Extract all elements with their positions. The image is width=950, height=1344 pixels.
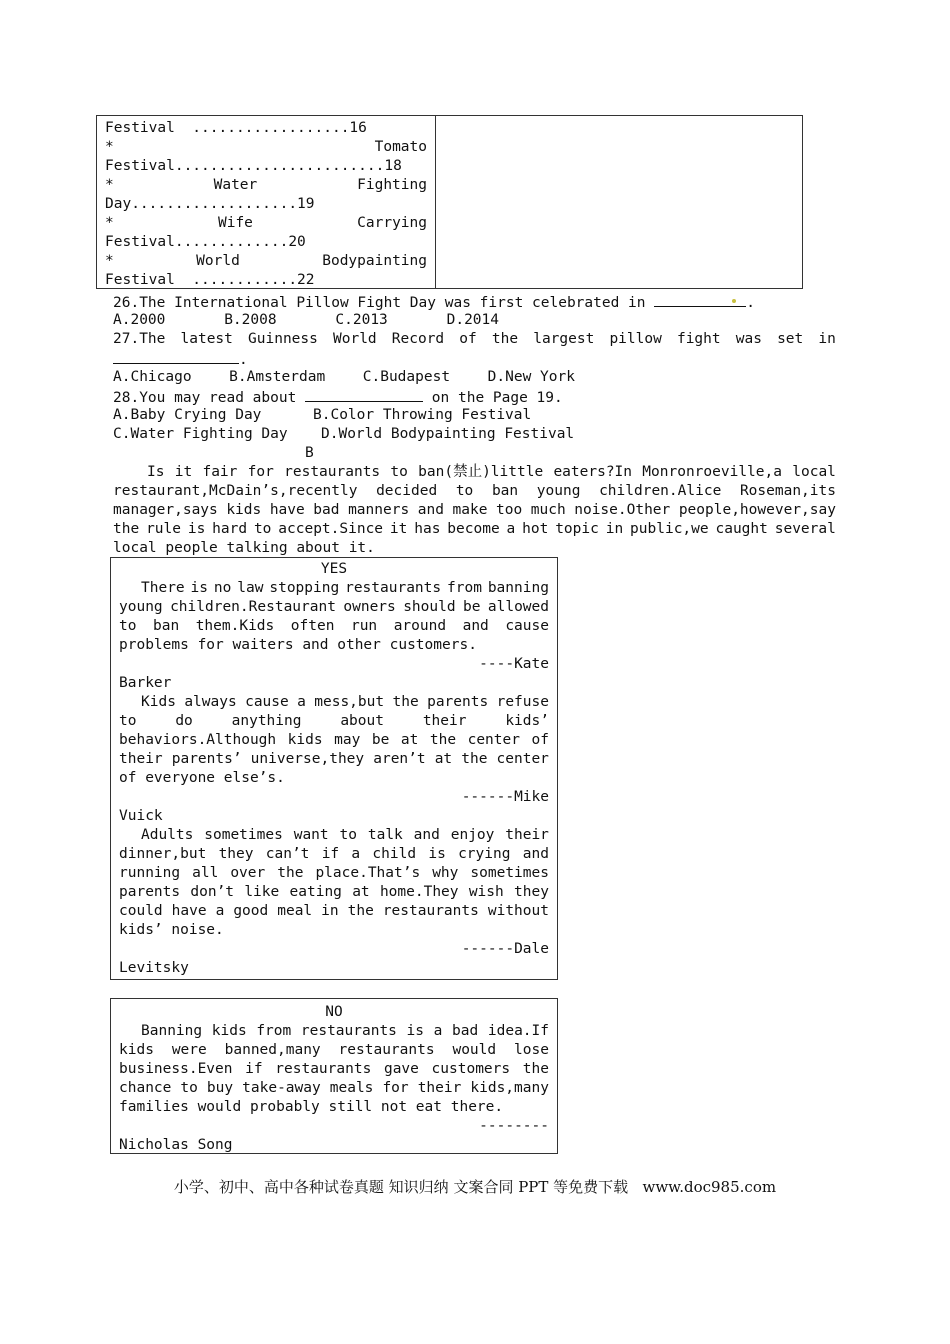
opinion-word: at: [400, 732, 419, 748]
opinion-word: in: [321, 903, 339, 919]
opinion-word: banned,many: [224, 1042, 321, 1058]
signature-dash: --------: [479, 1118, 549, 1134]
opinion-line: [119, 1041, 549, 1060]
opinion-word: meals: [329, 1080, 374, 1096]
intro-line: [147, 463, 836, 482]
opinion-line: [119, 712, 549, 731]
intro-word: manners: [348, 502, 410, 518]
opinion-word: if: [245, 1061, 263, 1077]
option-27-a[interactable]: A.Chicago: [113, 369, 192, 385]
opinion-line: [119, 617, 549, 636]
opinion-line: families would probably still not eat there.: [119, 1099, 504, 1115]
intro-line: [113, 482, 836, 501]
opinion-word: restaurants: [275, 1061, 372, 1077]
opinion-word: chance: [119, 1080, 172, 1096]
signature-dash: ----Kate: [479, 656, 549, 672]
answer-blank-28[interactable]: [305, 387, 423, 402]
opinion-line: [141, 1022, 549, 1041]
question-word: the: [491, 331, 519, 347]
opinion-word: to: [119, 713, 137, 729]
opinion-word: restaurants: [338, 1042, 435, 1058]
toc-line: Festival ..................16: [105, 120, 367, 136]
question-word: was: [735, 331, 762, 347]
section-label-b: B: [305, 445, 314, 461]
opinion-word: aren’t: [373, 751, 426, 767]
yes-title: YES: [320, 561, 348, 577]
opinion-word: have: [171, 903, 207, 919]
opinion-line: [119, 750, 549, 769]
signature-dash: ------Mike: [461, 789, 549, 805]
opinion-word: parents’: [171, 751, 242, 767]
intro-word: noise.Other: [574, 502, 671, 518]
opinion-word: and: [522, 846, 549, 862]
toc-bullet: *: [105, 253, 114, 269]
option-27-b[interactable]: B.Amsterdam: [229, 369, 326, 385]
opinion-word: be: [463, 599, 481, 615]
opinion-word: the: [429, 732, 457, 748]
opinion-word: children.Restaurant: [170, 599, 336, 615]
opinion-word: the: [392, 694, 419, 710]
opinion-word: run: [350, 618, 378, 634]
opinion-word: place.That’s: [315, 865, 421, 881]
opinion-line: [119, 1079, 549, 1098]
opinion-word: law: [237, 580, 264, 596]
footer: 小学、初中、高中各种试卷真题 知识归纳 文案合同 PPT 等免费下载 www.doc985.com: [173, 1178, 777, 1196]
opinion-word: refuse: [496, 694, 549, 710]
opinion-word: like: [244, 884, 280, 900]
intro-line: [113, 520, 836, 539]
opinion-word: center: [496, 751, 549, 767]
opinion-word: running: [119, 865, 181, 881]
opinion-word: always: [184, 694, 237, 710]
opinion-line: [119, 902, 549, 921]
opinion-word: cause: [245, 694, 289, 710]
intro-word: caught: [715, 521, 768, 537]
opinion-word: cause: [505, 618, 549, 634]
opinion-word: and: [413, 827, 440, 843]
intro-word: hot: [522, 521, 549, 537]
opinion-word: good: [233, 903, 269, 919]
opinion-word: buy: [206, 1080, 234, 1096]
opinion-line: [119, 731, 549, 750]
opinion-word: mess,but: [314, 694, 385, 710]
opinion-word: owners: [343, 599, 396, 615]
intro-word: rule: [146, 521, 181, 537]
intro-word: for: [247, 464, 274, 480]
opinion-word: dinner,but: [119, 846, 207, 862]
question-word: 27.The: [113, 331, 166, 347]
opinion-word: don’t: [190, 884, 235, 900]
opinion-line: [119, 598, 549, 617]
answer-blank-26[interactable]: [654, 292, 746, 307]
opinion-word: they: [514, 884, 549, 900]
toc-table: [96, 115, 803, 289]
opinion-word: parents: [427, 694, 489, 710]
opinion-word: anything: [231, 713, 302, 729]
opinion-word: allowed: [487, 599, 549, 615]
intro-word: fair: [202, 464, 238, 480]
toc-line: Day...................19: [105, 196, 315, 212]
opinion-word: enjoy: [450, 827, 495, 843]
opinion-word: over: [230, 865, 266, 881]
intro-word: and: [417, 502, 444, 518]
opinion-line: [119, 845, 549, 864]
opinion-word: kids’: [505, 713, 549, 729]
opinion-word: child: [372, 846, 417, 862]
question-word: pillow: [609, 331, 662, 347]
signature-name: Vuick: [119, 808, 163, 824]
opinion-word: center: [467, 732, 520, 748]
intro-word: to: [390, 464, 408, 480]
option-28-b[interactable]: B.Color Throwing Festival: [313, 407, 532, 423]
opinion-word: why: [432, 865, 459, 881]
opinion-word: sometimes: [470, 865, 549, 881]
intro-word: kids: [226, 502, 262, 518]
intro-word: people,however,say: [678, 502, 836, 518]
intro-word: make: [452, 502, 488, 518]
opinion-word: kids: [119, 1042, 154, 1058]
toc-word: Wife: [217, 215, 253, 231]
opinion-word: kids: [211, 1023, 247, 1039]
opinion-line: kids’ noise.: [119, 922, 224, 938]
opinion-word: behaviors.Although: [119, 732, 277, 748]
opinion-line: of everyone else’s.: [119, 770, 285, 786]
intro-word: to: [455, 483, 474, 499]
toc-word: World: [196, 253, 240, 269]
opinion-word: around: [393, 618, 447, 634]
question-word: set: [777, 331, 804, 347]
question-word: largest: [533, 331, 595, 347]
no-box: [110, 998, 558, 1154]
question-26: 26.The International Pillow Fight Day was first celebrated in .: [113, 292, 755, 311]
intro-word: has: [414, 521, 441, 537]
toc-divider: [435, 116, 436, 288]
intro-word: ban: [491, 483, 519, 499]
intro-word: eaters?In: [553, 464, 633, 480]
question-word: Record: [391, 331, 445, 347]
option-27-d[interactable]: D.New York: [487, 369, 575, 385]
opinion-word: customers: [431, 1061, 511, 1077]
toc-line: [105, 252, 427, 271]
opinion-word: would: [452, 1042, 497, 1058]
options-26: [113, 311, 499, 330]
opinion-word: to: [180, 1080, 198, 1096]
opinion-word: about: [340, 713, 384, 729]
opinion-word: were: [171, 1042, 207, 1058]
opinion-word: be: [371, 732, 390, 748]
toc-word: Carrying: [357, 215, 427, 231]
opinion-word: crying: [458, 846, 511, 862]
opinion-word: a: [215, 903, 225, 919]
intro-word: a: [506, 521, 516, 537]
intro-word: restaurants: [284, 464, 381, 480]
opinion-word: the: [461, 751, 488, 767]
opinion-word: meal: [277, 903, 313, 919]
opinion-word: at: [352, 884, 370, 900]
opinion-word: stopping: [269, 580, 340, 596]
intro-word: several: [774, 521, 836, 537]
opinion-word: a: [433, 1023, 443, 1039]
opinion-word: they: [218, 846, 254, 862]
opinion-word: the: [277, 865, 304, 881]
intro-word: have: [269, 502, 305, 518]
yes-box: [110, 557, 558, 980]
intro-word: bad: [313, 502, 340, 518]
opinion-word: no: [213, 580, 232, 596]
opinion-word: Adults: [141, 827, 194, 843]
opinion-line: [119, 1060, 549, 1079]
opinion-word: lose: [514, 1042, 549, 1058]
opinion-word: parents: [119, 884, 181, 900]
opinion-word: kids: [287, 732, 323, 748]
opinion-word: eating: [289, 884, 342, 900]
signature-name: Barker: [119, 675, 172, 691]
opinion-word: Kids: [141, 694, 176, 710]
opinion-word: universe,they: [250, 751, 365, 767]
intro-word: hard: [212, 521, 248, 537]
opinion-word: gave: [383, 1061, 419, 1077]
opinion-word: is: [428, 846, 446, 862]
intro-word: in: [605, 521, 624, 537]
opinion-word: without: [487, 903, 549, 919]
intro-word: Roseman,its: [739, 483, 836, 499]
opinion-word: restaurants: [300, 1023, 397, 1039]
no-title: NO: [325, 1004, 343, 1020]
option-28-c[interactable]: C.Water Fighting Day: [113, 426, 288, 442]
toc-word: Fighting: [357, 177, 427, 193]
options-27: [113, 368, 575, 387]
opinion-word: is: [406, 1023, 425, 1039]
opinion-line: [141, 579, 549, 598]
question-word: latest: [180, 331, 233, 347]
opinion-word: to: [119, 618, 137, 634]
opinion-word: banning: [487, 580, 549, 596]
options-28-row1: [113, 406, 532, 425]
option-27-c[interactable]: C.Budapest: [362, 369, 451, 385]
opinion-word: their: [505, 827, 549, 843]
intro-word: ban(禁止)little: [418, 464, 544, 480]
opinion-line: [141, 693, 549, 712]
toc-line: [105, 138, 427, 157]
intro-word: is: [187, 521, 206, 537]
opinion-word: all: [192, 865, 219, 881]
opinion-word: take-away: [242, 1080, 321, 1096]
opinion-word: bad: [452, 1023, 479, 1039]
opinion-word: There: [141, 580, 185, 596]
option-28-d[interactable]: D.World Bodypainting Festival: [321, 426, 575, 442]
option-26-b[interactable]: B.2008: [224, 312, 277, 328]
toc-line: [105, 176, 427, 195]
toc-word: Tomato: [374, 139, 427, 155]
option-28-a[interactable]: A.Baby Crying Day: [113, 407, 262, 423]
toc-word: Water: [213, 177, 258, 193]
opinion-word: is: [190, 580, 209, 596]
intro-word: too: [495, 502, 523, 518]
opinion-word: want: [293, 827, 329, 843]
opinion-word: their: [119, 751, 163, 767]
opinion-word: wish: [468, 884, 504, 900]
opinion-word: talk: [367, 827, 403, 843]
opinion-word: may: [334, 732, 361, 748]
question-word: Guinness: [248, 331, 318, 347]
intro-word: manager,says: [113, 502, 218, 518]
opinion-word: often: [290, 618, 335, 634]
option-26-d[interactable]: D.2014: [446, 312, 499, 328]
opinion-word: their: [417, 1080, 462, 1096]
opinion-word: could: [119, 903, 163, 919]
intro-word: public,we: [630, 521, 709, 537]
intro-word: much: [530, 502, 566, 518]
opinion-word: from: [256, 1023, 292, 1039]
opinion-word: for: [382, 1080, 409, 1096]
intro-word: Monronroeville,a: [642, 464, 782, 480]
opinion-word: kids,many: [470, 1080, 549, 1096]
intro-line: local people talking about it.: [113, 540, 375, 556]
opinion-word: sometimes: [204, 827, 283, 843]
mark-dot: [732, 299, 736, 303]
toc-line: Festival.............20: [105, 234, 306, 250]
opinion-word: of: [531, 732, 549, 748]
opinion-word: home.They: [379, 884, 459, 900]
opinion-line: problems for waiters and other customers.: [119, 637, 477, 653]
question-word: in: [818, 331, 836, 347]
opinion-word: a: [351, 846, 361, 862]
toc-line: Festival ............22: [105, 272, 315, 288]
intro-word: children.Alice: [599, 483, 722, 499]
question-word: of: [459, 331, 477, 347]
opinion-word: a: [297, 694, 306, 710]
question-27-blank-line: .: [113, 349, 248, 368]
intro-word: restaurant,McDain’s,recently: [113, 483, 358, 499]
intro-word: the: [113, 521, 140, 537]
signature-dash: ------Dale: [461, 941, 549, 957]
opinion-word: them.Kids: [195, 618, 275, 634]
opinion-line: [119, 883, 549, 902]
intro-line: [113, 501, 836, 520]
intro-word: Is: [147, 464, 165, 480]
intro-word: decided: [376, 483, 438, 499]
question-word: fight: [676, 331, 721, 347]
opinion-word: idea.If: [487, 1023, 549, 1039]
question-28: 28.You may read about on the Page 19.: [113, 387, 563, 406]
intro-word: local: [792, 464, 836, 480]
opinion-word: can’t: [265, 846, 310, 862]
toc-bullet: *: [105, 177, 114, 193]
toc-bullet: *: [105, 139, 114, 155]
intro-word: become: [447, 521, 500, 537]
opinion-word: to: [339, 827, 357, 843]
toc-word: Bodypainting: [322, 253, 427, 269]
answer-blank-27[interactable]: [113, 349, 239, 364]
opinion-line: [119, 864, 549, 883]
toc-line: Festival........................18: [105, 158, 402, 174]
opinion-word: do: [175, 713, 193, 729]
opinion-word: restaurants: [345, 580, 442, 596]
opinion-word: Banning: [141, 1023, 203, 1039]
option-26-c[interactable]: C.2013: [335, 312, 388, 328]
opinion-word: business.Even: [119, 1061, 233, 1077]
options-28-row2: [113, 425, 575, 444]
opinion-line: [141, 826, 549, 845]
opinion-word: should: [403, 599, 456, 615]
intro-word: to: [253, 521, 272, 537]
signature-name: Nicholas Song: [119, 1137, 233, 1153]
option-26-a[interactable]: A.2000: [113, 312, 166, 328]
opinion-word: their: [422, 713, 467, 729]
opinion-word: from: [447, 580, 482, 596]
intro-word: topic: [555, 521, 599, 537]
opinion-word: restaurants: [382, 903, 479, 919]
opinion-word: at: [434, 751, 453, 767]
opinion-word: ban: [152, 618, 180, 634]
opinion-word: young: [119, 599, 163, 615]
toc-line: [105, 214, 427, 233]
intro-word: it: [389, 521, 408, 537]
intro-word: young: [536, 483, 581, 499]
toc-bullet: *: [105, 215, 114, 231]
opinion-word: and: [462, 618, 489, 634]
opinion-word: the: [522, 1061, 549, 1077]
opinion-word: the: [347, 903, 374, 919]
intro-word: it: [174, 464, 193, 480]
question-word: World: [333, 331, 377, 347]
question-27: [113, 330, 836, 349]
signature-name: Levitsky: [119, 960, 189, 976]
intro-word: accept.Since: [278, 521, 384, 537]
opinion-word: if: [321, 846, 340, 862]
